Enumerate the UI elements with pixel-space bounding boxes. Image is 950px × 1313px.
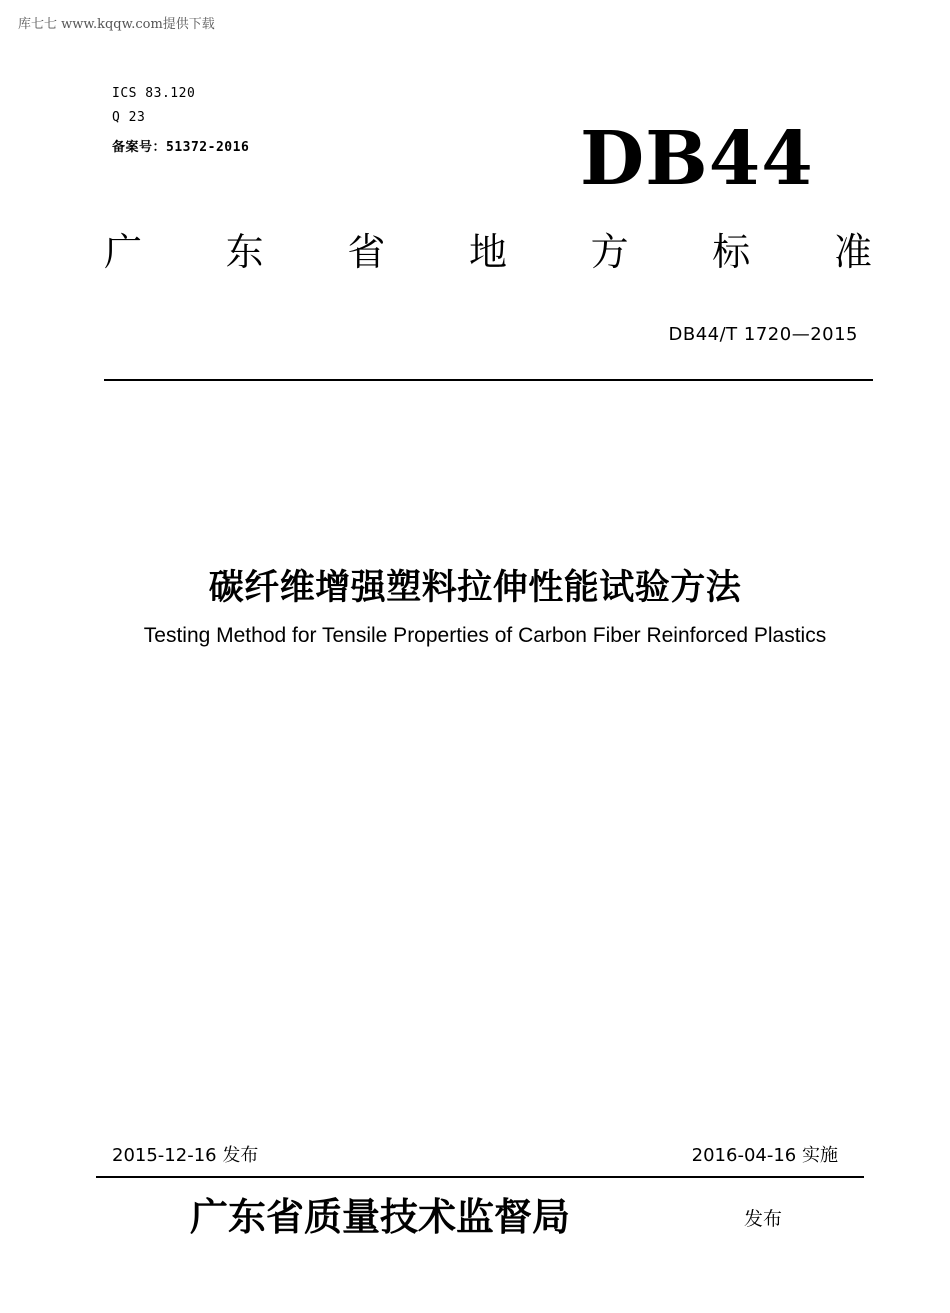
standard-type-char: 地 <box>468 230 507 274</box>
title-english: Testing Method for Tensile Properties of Carbon Fiber Reinforced Plastics <box>143 624 827 647</box>
issuing-authority: 广东省质量技术监督局 <box>190 1194 571 1239</box>
db44-logo: DB44 <box>580 116 814 202</box>
title-chinese: 碳纤维增强塑料拉伸性能试验方法 <box>208 568 742 608</box>
top-divider <box>104 379 873 381</box>
standard-type-char: 准 <box>833 230 872 274</box>
implementation-date: 2016-04-16 实施 <box>691 1145 838 1166</box>
standard-number: DB44/T 1720—2015 <box>668 324 858 345</box>
ics-code: ICS 83.120 <box>112 86 196 101</box>
watermark: 库七七 www.kqqw.com提供下载 <box>18 17 215 32</box>
publish-label: 发布 <box>744 1208 783 1230</box>
standard-type-char: 广 <box>104 230 143 274</box>
registration-number: 备案号：51372-2016 <box>112 140 250 155</box>
standard-type-char: 省 <box>347 230 386 274</box>
standard-type-char: 标 <box>712 230 751 274</box>
issue-date: 2015-12-16 发布 <box>112 1145 259 1166</box>
standard-type-char: 方 <box>590 230 629 274</box>
bottom-divider <box>96 1176 864 1178</box>
standard-type-char: 东 <box>225 230 264 274</box>
standard-type-heading <box>104 230 872 274</box>
ccs-code: Q 23 <box>112 110 146 125</box>
